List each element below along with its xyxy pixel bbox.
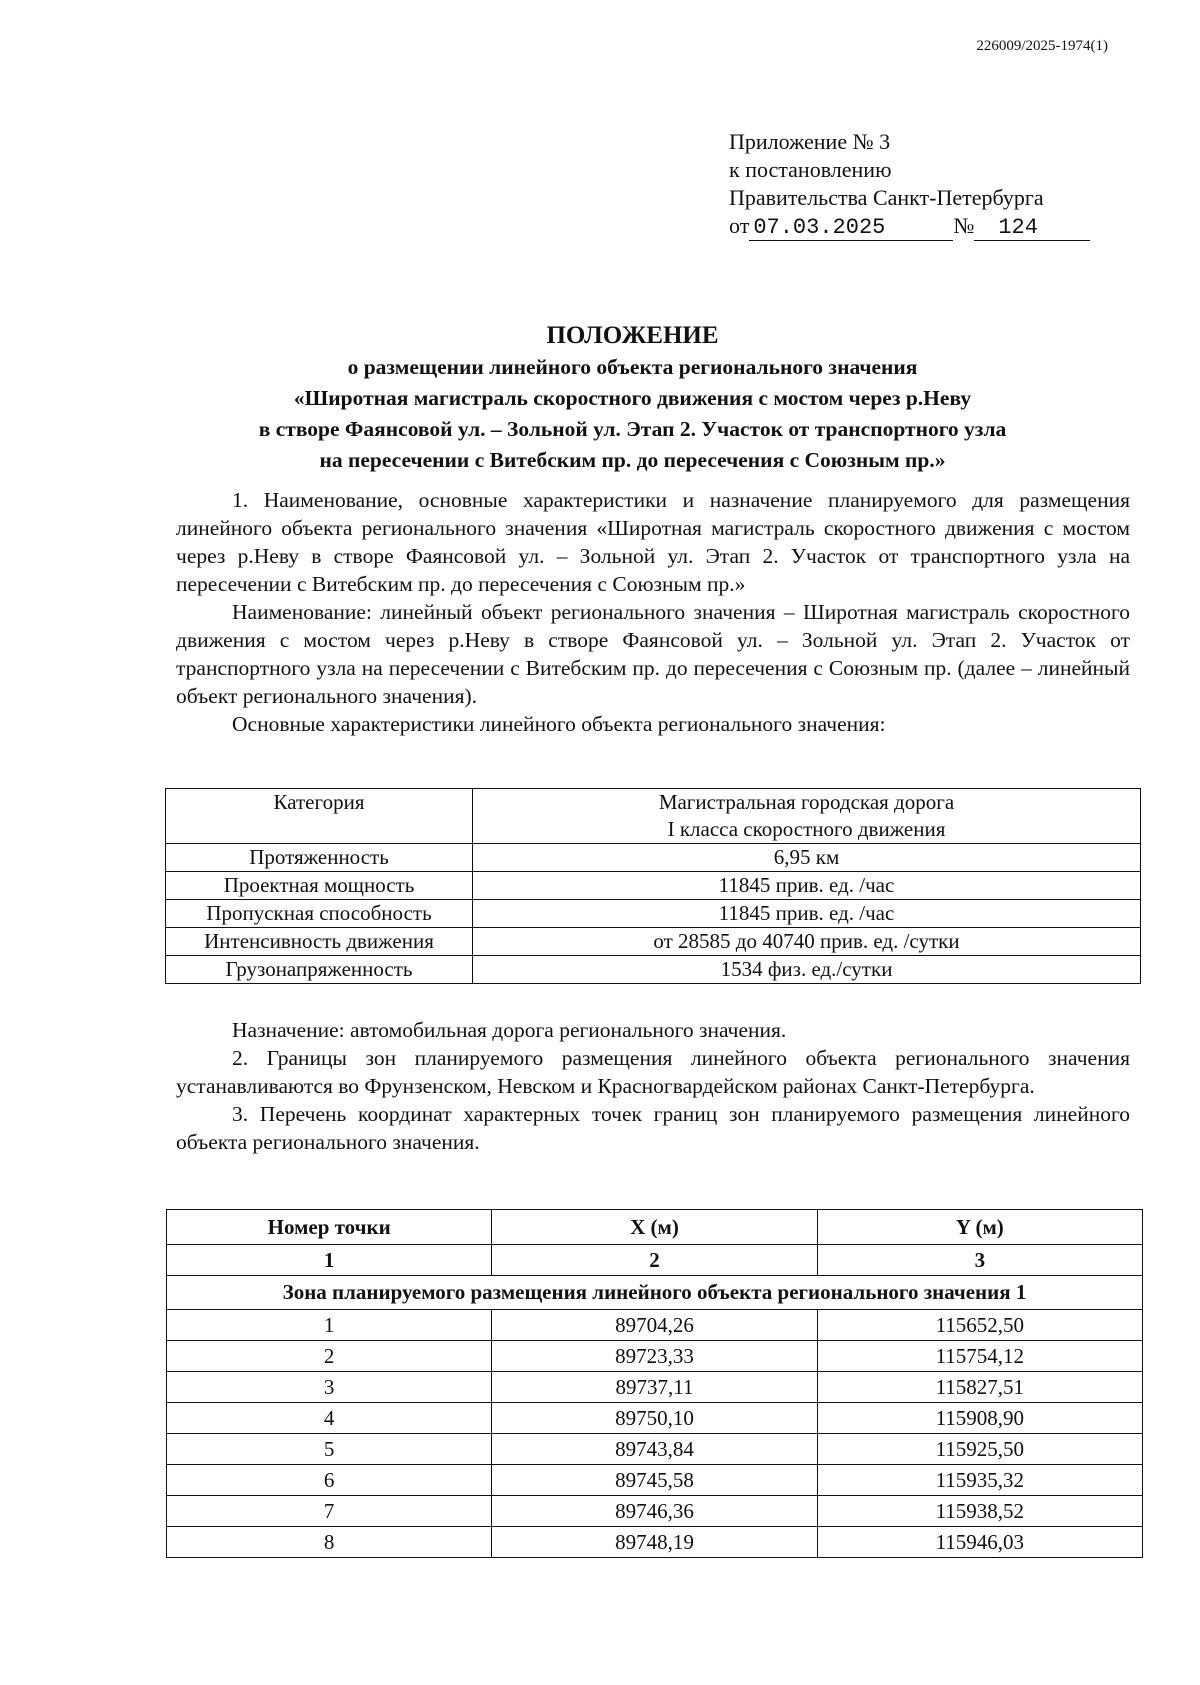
coordinates-table [166,1209,1143,1558]
table-row [167,1403,1143,1434]
zone-title-row [167,1276,1143,1310]
point-number: 1 [167,1310,492,1341]
column-number: 3 [817,1245,1142,1276]
point-number: 8 [167,1527,492,1558]
point-number: 3 [167,1372,492,1403]
paragraph-3: Основные характеристики линейного объекта регионального значения: [232,712,886,736]
point-number: 5 [167,1434,492,1465]
paragraph-4: Назначение: автомобильная дорога регионального значения. [232,1018,787,1042]
y-value: 115925,50 [817,1434,1142,1465]
y-value: 115935,32 [817,1465,1142,1496]
point-number: 2 [167,1341,492,1372]
x-value: 89743,84 [492,1434,817,1465]
zone-title: Зона планируемого размещения линейного объекта регионального значения 1 [167,1276,1143,1310]
paragraph-5: 2. Границы зон планируемого размещения линейного объекта регионального значения устанавливаются во Фрунзенском, Невском и Красногвардейском районах Санкт-Петербурга. [176,1046,1130,1098]
government-label: Правительства Санкт-Петербурга [729,185,1044,210]
x-value: 89723,33 [492,1341,817,1372]
char-key: Грузонапряженность [166,956,473,984]
resolution-number: 124 [974,216,1090,241]
table-row [166,844,1141,872]
y-value: 115754,12 [817,1341,1142,1372]
table-row [167,1372,1143,1403]
point-number: 7 [167,1496,492,1527]
table-row [167,1465,1143,1496]
table-row [167,1527,1143,1558]
number-label: № [953,213,975,238]
registration-number: 226009/2025-1974(1) [976,38,1108,54]
x-value: 89748,19 [492,1527,817,1558]
table-row [166,872,1141,900]
y-value: 115827,51 [817,1372,1142,1403]
title-line-4: на пересечении с Витебским пр. до пересечения с Союзным пр.» [319,448,946,472]
table-row [167,1434,1143,1465]
table-row [166,956,1141,984]
x-value: 89746,36 [492,1496,817,1527]
paragraph-2: Наименование: линейный объект регионального значения – Широтная магистраль скоростного движения с мостом через р.Неву в створе Фаянсовой ул. – Зольной ул. Этап 2. Участок от транспортного узла на пересечении с Витебским пр. до пересечения с Союзным пр. (далее – линейный объект регионального значения). [176,600,1130,708]
char-key: Категория [166,789,473,844]
char-key: Проектная мощность [166,872,473,900]
char-value: от 28585 до 40740 прив. ед. /сутки [473,928,1141,956]
char-key: Протяженность [166,844,473,872]
x-value: 89745,58 [492,1465,817,1496]
paragraph-6: 3. Перечень координат характерных точек границ зон планируемого размещения линейного объекта регионального значения. [176,1102,1130,1154]
document-title [120,320,1145,476]
char-value: 11845 прив. ед. /час [473,900,1141,928]
table-header-row [167,1210,1143,1245]
table-row [166,789,1141,844]
point-number: 4 [167,1403,492,1434]
char-value: 6,95 км [473,844,1141,872]
x-value: 89704,26 [492,1310,817,1341]
from-label: от [729,213,750,238]
y-value: 115938,52 [817,1496,1142,1527]
char-value: 1534 физ. ед./сутки [473,956,1141,984]
title-line-2: «Широтная магистраль скоростного движения с мостом через р.Неву [293,386,972,410]
characteristics-table [165,788,1141,984]
header-x: X (м) [492,1210,817,1245]
y-value: 115652,50 [817,1310,1142,1341]
x-value: 89750,10 [492,1403,817,1434]
table-row [167,1341,1143,1372]
header-y: Y (м) [817,1210,1142,1245]
char-value-line: I класса скоростного движения [667,817,946,841]
table-row [166,928,1141,956]
y-value: 115908,90 [817,1403,1142,1434]
body-section-2 [176,1016,1130,1156]
approval-block [729,128,1090,241]
resolution-label: к постановлению [729,157,892,182]
table-row [166,900,1141,928]
char-value [473,789,1141,844]
char-key: Интенсивность движения [166,928,473,956]
column-number: 1 [167,1245,492,1276]
resolution-date: 07.03.2025 [749,216,953,241]
header-point-number: Номер точки [167,1210,492,1245]
body-section-1 [176,486,1130,738]
column-number: 2 [492,1245,817,1276]
char-value-line: Магистральная городская дорога [658,790,955,814]
date-line [729,212,1090,241]
appendix-label: Приложение № 3 [729,129,891,154]
title-line-3: в створе Фаянсовой ул. – Зольной ул. Этап 2. Участок от транспортного узла [258,417,1007,441]
char-key: Пропускная способность [166,900,473,928]
point-number: 6 [167,1465,492,1496]
table-row [167,1310,1143,1341]
char-value: 11845 прив. ед. /час [473,872,1141,900]
title-line-1: о размещении линейного объекта регионального значения [347,355,918,379]
x-value: 89737,11 [492,1372,817,1403]
paragraph-1: 1. Наименование, основные характеристики и назначение планируемого для размещения линейного объекта регионального значения «Широтная магистраль скоростного движения с мостом через р.Неву в створе Фаянсовой ул. – Зольной ул. Этап 2. Участок от транспортного узла на пересечении с Витебским пр. до пересечения с Союзным пр.» [176,488,1130,596]
title-main: ПОЛОЖЕНИЕ [546,322,719,349]
column-number-row [167,1245,1143,1276]
y-value: 115946,03 [817,1527,1142,1558]
table-row [167,1496,1143,1527]
